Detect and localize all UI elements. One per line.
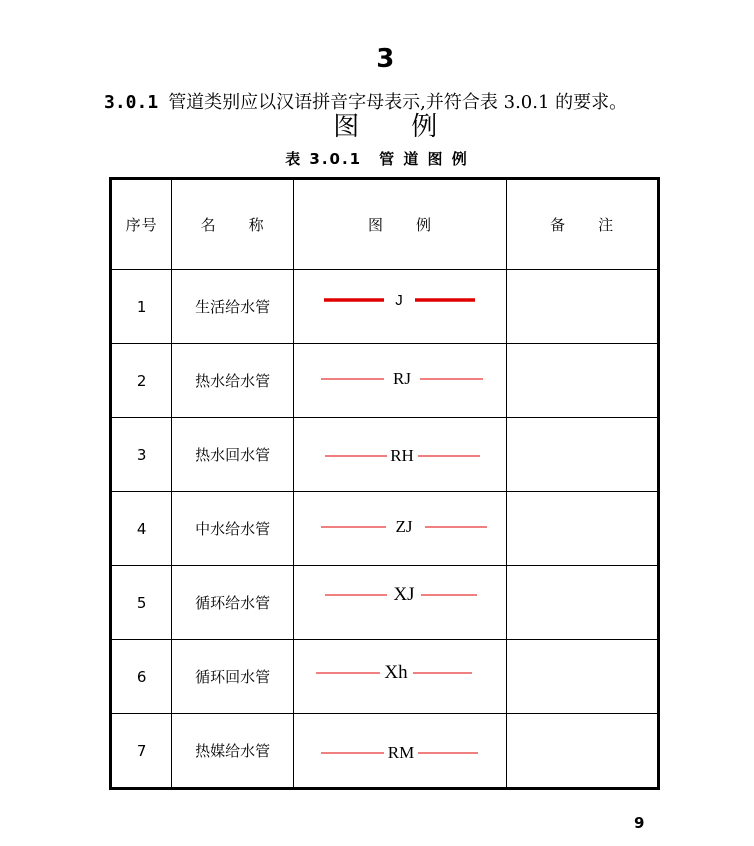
header-seq: 序号 xyxy=(111,179,172,270)
row-note xyxy=(507,270,659,344)
table-row xyxy=(111,714,659,789)
row-name: 循环给水管 xyxy=(172,566,294,640)
pipe-code: RM xyxy=(387,743,415,762)
row-seq: 3 xyxy=(111,418,172,492)
row-name: 热水给水管 xyxy=(172,344,294,418)
chapter-heading: 图 例 xyxy=(333,112,438,142)
pipe-code: RH xyxy=(390,446,414,465)
row-note xyxy=(507,566,659,640)
chapter-title xyxy=(0,8,754,144)
table-header-row xyxy=(111,179,659,270)
header-figure: 图 例 xyxy=(293,179,506,270)
clause-paragraph xyxy=(104,88,684,117)
row-name: 生活给水管 xyxy=(172,270,294,344)
table-row xyxy=(111,566,659,640)
row-figure xyxy=(293,640,506,714)
row-note xyxy=(507,344,659,418)
clause-number: 3.0.1 xyxy=(104,92,159,113)
table-caption: 表 3.0.1 管 道 图 例 xyxy=(285,150,469,168)
page-number: 9 xyxy=(634,814,645,832)
row-note xyxy=(507,492,659,566)
row-figure xyxy=(293,344,506,418)
row-note xyxy=(507,640,659,714)
row-figure xyxy=(293,492,506,566)
pipe-symbol xyxy=(294,714,506,787)
row-name: 中水给水管 xyxy=(172,492,294,566)
table-row xyxy=(111,270,659,344)
row-figure xyxy=(293,418,506,492)
table-row xyxy=(111,640,659,714)
table-row xyxy=(111,418,659,492)
row-note xyxy=(507,418,659,492)
row-name: 热水回水管 xyxy=(172,418,294,492)
chapter-number: 3 xyxy=(376,44,395,74)
row-figure xyxy=(293,270,506,344)
table-body xyxy=(111,270,659,789)
row-figure xyxy=(293,714,506,789)
row-seq: 2 xyxy=(111,344,172,418)
row-seq: 1 xyxy=(111,270,172,344)
clause-text: 管道类别应以汉语拼音字母表示,并符合表 3.0.1 的要求。 xyxy=(168,92,628,113)
row-seq: 6 xyxy=(111,640,172,714)
row-seq: 5 xyxy=(111,566,172,640)
table-row xyxy=(111,492,659,566)
row-name: 循环回水管 xyxy=(172,640,294,714)
pipe-code: XJ xyxy=(393,584,415,605)
row-note xyxy=(507,714,659,789)
pipe-legend-table xyxy=(109,177,660,790)
pipe-symbol xyxy=(294,566,506,639)
row-name: 热媒给水管 xyxy=(172,714,294,789)
header-name: 名 称 xyxy=(172,179,294,270)
pipe-symbol xyxy=(294,640,506,713)
row-seq: 7 xyxy=(111,714,172,789)
pipe-code: ZJ xyxy=(395,517,413,536)
row-seq: 4 xyxy=(111,492,172,566)
pipe-symbol xyxy=(294,270,506,343)
pipe-code: Xh xyxy=(384,662,408,683)
table-row xyxy=(111,344,659,418)
header-note: 备 注 xyxy=(507,179,659,270)
pipe-symbol xyxy=(294,418,506,491)
pipe-code: RJ xyxy=(393,369,412,388)
pipe-symbol xyxy=(294,492,506,565)
pipe-code: J xyxy=(395,292,403,309)
pipe-symbol xyxy=(294,344,506,417)
row-figure xyxy=(293,566,506,640)
